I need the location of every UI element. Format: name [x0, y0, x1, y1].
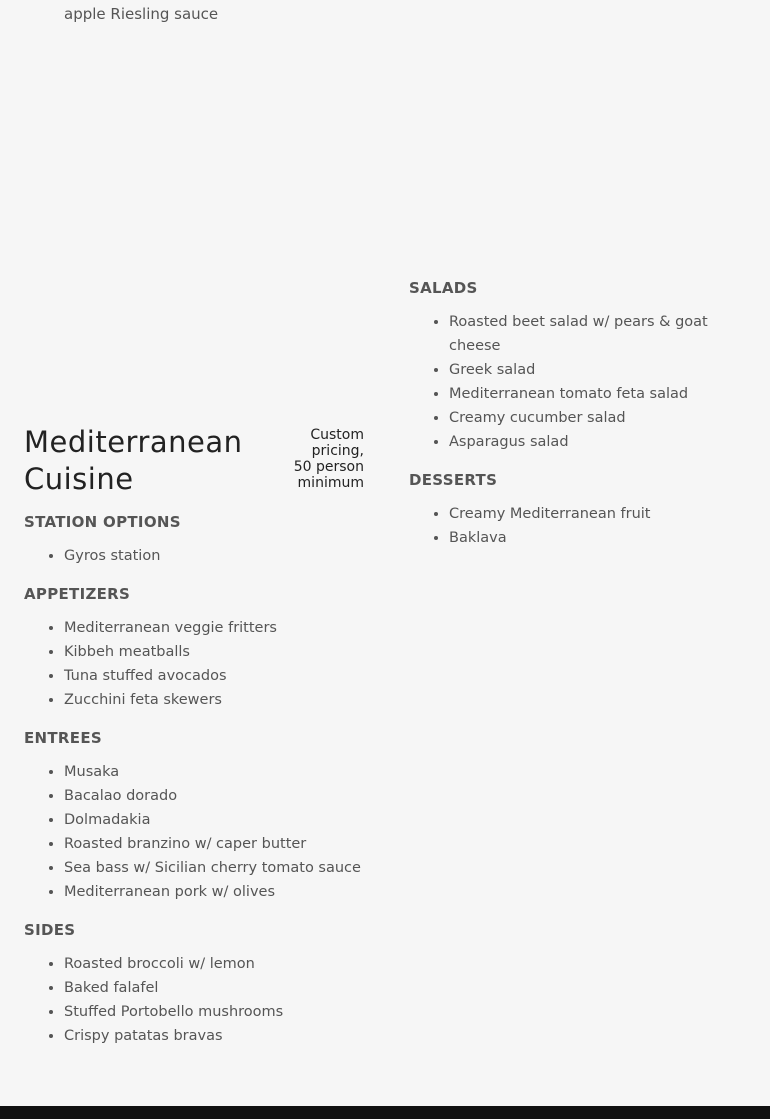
section-heading: ENTREES: [24, 729, 102, 747]
section-heading: SALADS: [409, 279, 478, 297]
section-heading: STATION OPTIONS: [24, 513, 181, 531]
section-heading: APPETIZERS: [24, 585, 131, 603]
section-salads: [409, 278, 749, 454]
list-item: • Roasted beet salad w/ pears & goat cheese: [449, 310, 749, 358]
station-options-list: [24, 544, 364, 568]
entrees-list: [24, 760, 364, 904]
list-item: • Mediterranean veggie fritters: [64, 616, 364, 640]
list-item: • Baklava: [449, 526, 749, 550]
list-item: • Zucchini feta skewers: [64, 688, 364, 712]
sides-list: [24, 952, 364, 1048]
list-item: • Mediterranean pork w/ olives: [64, 880, 364, 904]
list-item: • Mediterranean tomato feta salad: [449, 382, 749, 406]
list-item: • Asparagus salad: [449, 430, 749, 454]
section-sides: [24, 920, 364, 1048]
section-heading: SIDES: [24, 921, 76, 939]
list-item: • Greek salad: [449, 358, 749, 382]
menu-right-column: [409, 278, 749, 566]
list-item: • Creamy Mediterranean fruit: [449, 502, 749, 526]
list-item: • Creamy cucumber salad: [449, 406, 749, 430]
section-station-options: [24, 512, 364, 568]
list-item: • Sea bass w/ Sicilian cherry tomato sauce: [64, 856, 364, 880]
section-desserts: [409, 470, 749, 550]
list-item: • Gyros station: [64, 544, 364, 568]
salads-list: [409, 310, 749, 454]
footer-bar: [0, 1106, 770, 1119]
previous-menu-item-fragment: apple Riesling sauce: [64, 5, 219, 23]
section-heading: DESSERTS: [409, 471, 498, 489]
list-item: • Tuna stuffed avocados: [64, 664, 364, 688]
list-item: • Baked falafel: [64, 976, 364, 1000]
pricing-note: Custom pricing, 50 person minimum: [293, 427, 364, 491]
list-item: • Crispy patatas bravas: [64, 1024, 364, 1048]
section-appetizers: [24, 584, 364, 712]
section-entrees: [24, 728, 364, 904]
menu-title: Mediterranean Cuisine: [24, 425, 243, 496]
list-item: • Stuffed Portobello mushrooms: [64, 1000, 364, 1024]
menu-left-column: [24, 424, 364, 1064]
desserts-list: [409, 502, 749, 550]
appetizers-list: [24, 616, 364, 712]
menu-header: [24, 424, 364, 498]
list-item: • Dolmadakia: [64, 808, 364, 832]
list-item: • Bacalao dorado: [64, 784, 364, 808]
list-item: • Roasted branzino w/ caper butter: [64, 832, 364, 856]
list-item: • Musaka: [64, 760, 364, 784]
list-item: • Kibbeh meatballs: [64, 640, 364, 664]
list-item: • Roasted broccoli w/ lemon: [64, 952, 364, 976]
